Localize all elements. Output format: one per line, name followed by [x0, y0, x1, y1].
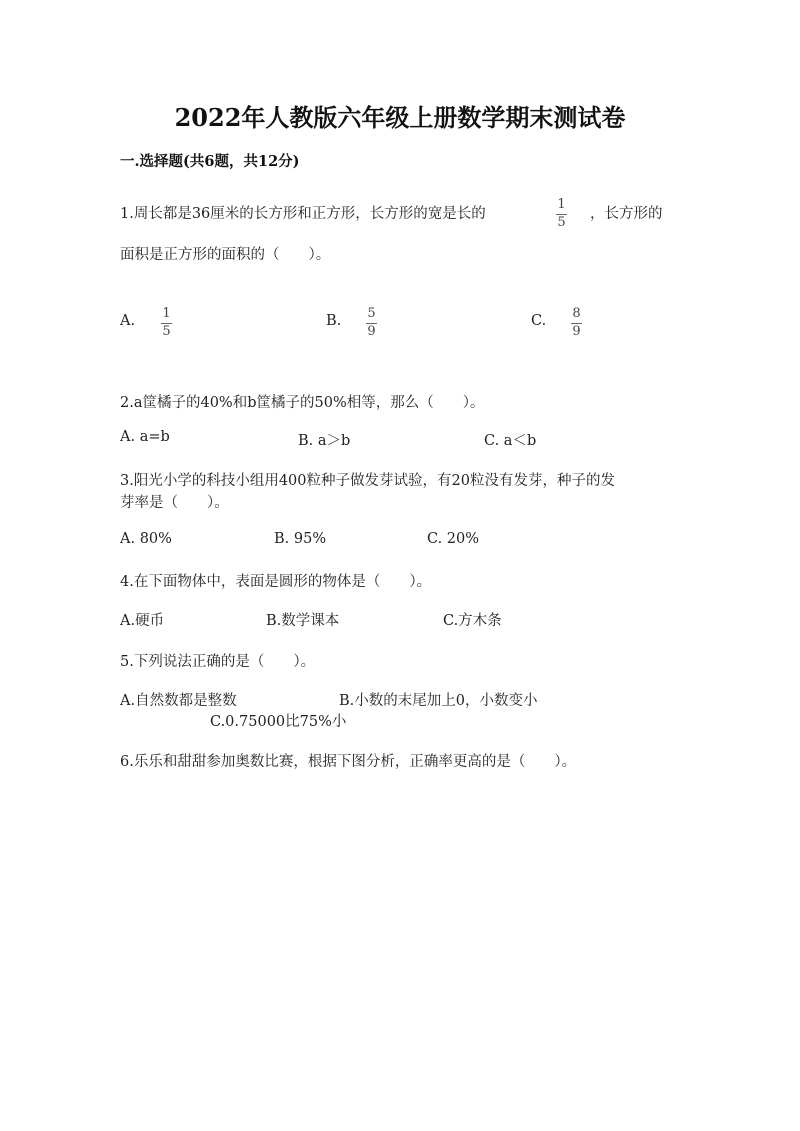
question-4-option-a[interactable]: A.硬币	[120, 613, 165, 629]
fraction-denominator: 9	[367, 324, 376, 339]
question-1-option-c-fraction[interactable]	[571, 307, 582, 339]
fraction-numerator: 1	[557, 197, 566, 212]
question-3-text-line2: 芽率是（ ）。	[120, 495, 229, 511]
question-1-option-a-fraction[interactable]	[161, 307, 172, 339]
question-1-text-continued: ，长方形的	[590, 206, 663, 222]
question-1-option-a-label[interactable]: A.	[120, 313, 136, 329]
question-2-option-c[interactable]: C. a＜b	[484, 433, 537, 449]
question-3-text: 3.阳光小学的科技小组用400粒种子做发芽试验，有20粒没有发芽，种子的发	[120, 473, 615, 489]
section-heading: 一.选择题(共6题，共12分)	[120, 153, 300, 170]
question-1-text-line2: 面积是正方形的面积的（ ）。	[120, 247, 331, 263]
fraction-denominator: 9	[572, 324, 581, 339]
fraction-denominator: 5	[162, 324, 171, 339]
question-4-text: 4.在下面物体中，表面是圆形的物体是（ ）。	[120, 574, 432, 590]
question-5-option-b[interactable]: B.小数的末尾加上0，小数变小	[339, 693, 538, 709]
question-4-option-c[interactable]: C.方木条	[443, 613, 502, 629]
question-2-option-a[interactable]: A. a=b	[120, 429, 170, 445]
fraction-numerator: 1	[162, 306, 171, 321]
question-1-option-b-label[interactable]: B.	[326, 313, 342, 329]
fraction-denominator: 5	[557, 215, 566, 230]
question-2-option-b[interactable]: B. a＞b	[298, 433, 351, 449]
question-1-option-b-fraction[interactable]	[366, 307, 377, 339]
question-4-option-b[interactable]: B.数学课本	[266, 613, 340, 629]
fraction-numerator: 5	[367, 306, 376, 321]
question-1-fraction	[556, 198, 567, 230]
page-title: 2022年人教版六年级上册数学期末测试卷	[174, 103, 626, 132]
question-1-text: 1.周长都是36厘米的长方形和正方形，长方形的宽是长的	[120, 206, 486, 222]
question-3-option-c[interactable]: C. 20%	[427, 531, 480, 547]
question-6-text: 6.乐乐和甜甜参加奥数比赛，根据下图分析，正确率更高的是（ ）。	[120, 754, 577, 770]
question-3-option-a[interactable]: A. 80%	[120, 531, 172, 547]
question-5-option-a[interactable]: A.自然数都是整数	[120, 693, 237, 709]
question-1-option-c-label[interactable]: C.	[531, 313, 547, 329]
question-5-option-c[interactable]: C.0.75000比75%小	[210, 714, 347, 730]
question-2-text: 2.a筐橘子的40%和b筐橘子的50%相等，那么（ ）。	[120, 395, 485, 411]
question-5-text: 5.下列说法正确的是（ ）。	[120, 654, 316, 670]
fraction-numerator: 8	[572, 306, 581, 321]
question-3-option-b[interactable]: B. 95%	[274, 531, 327, 547]
